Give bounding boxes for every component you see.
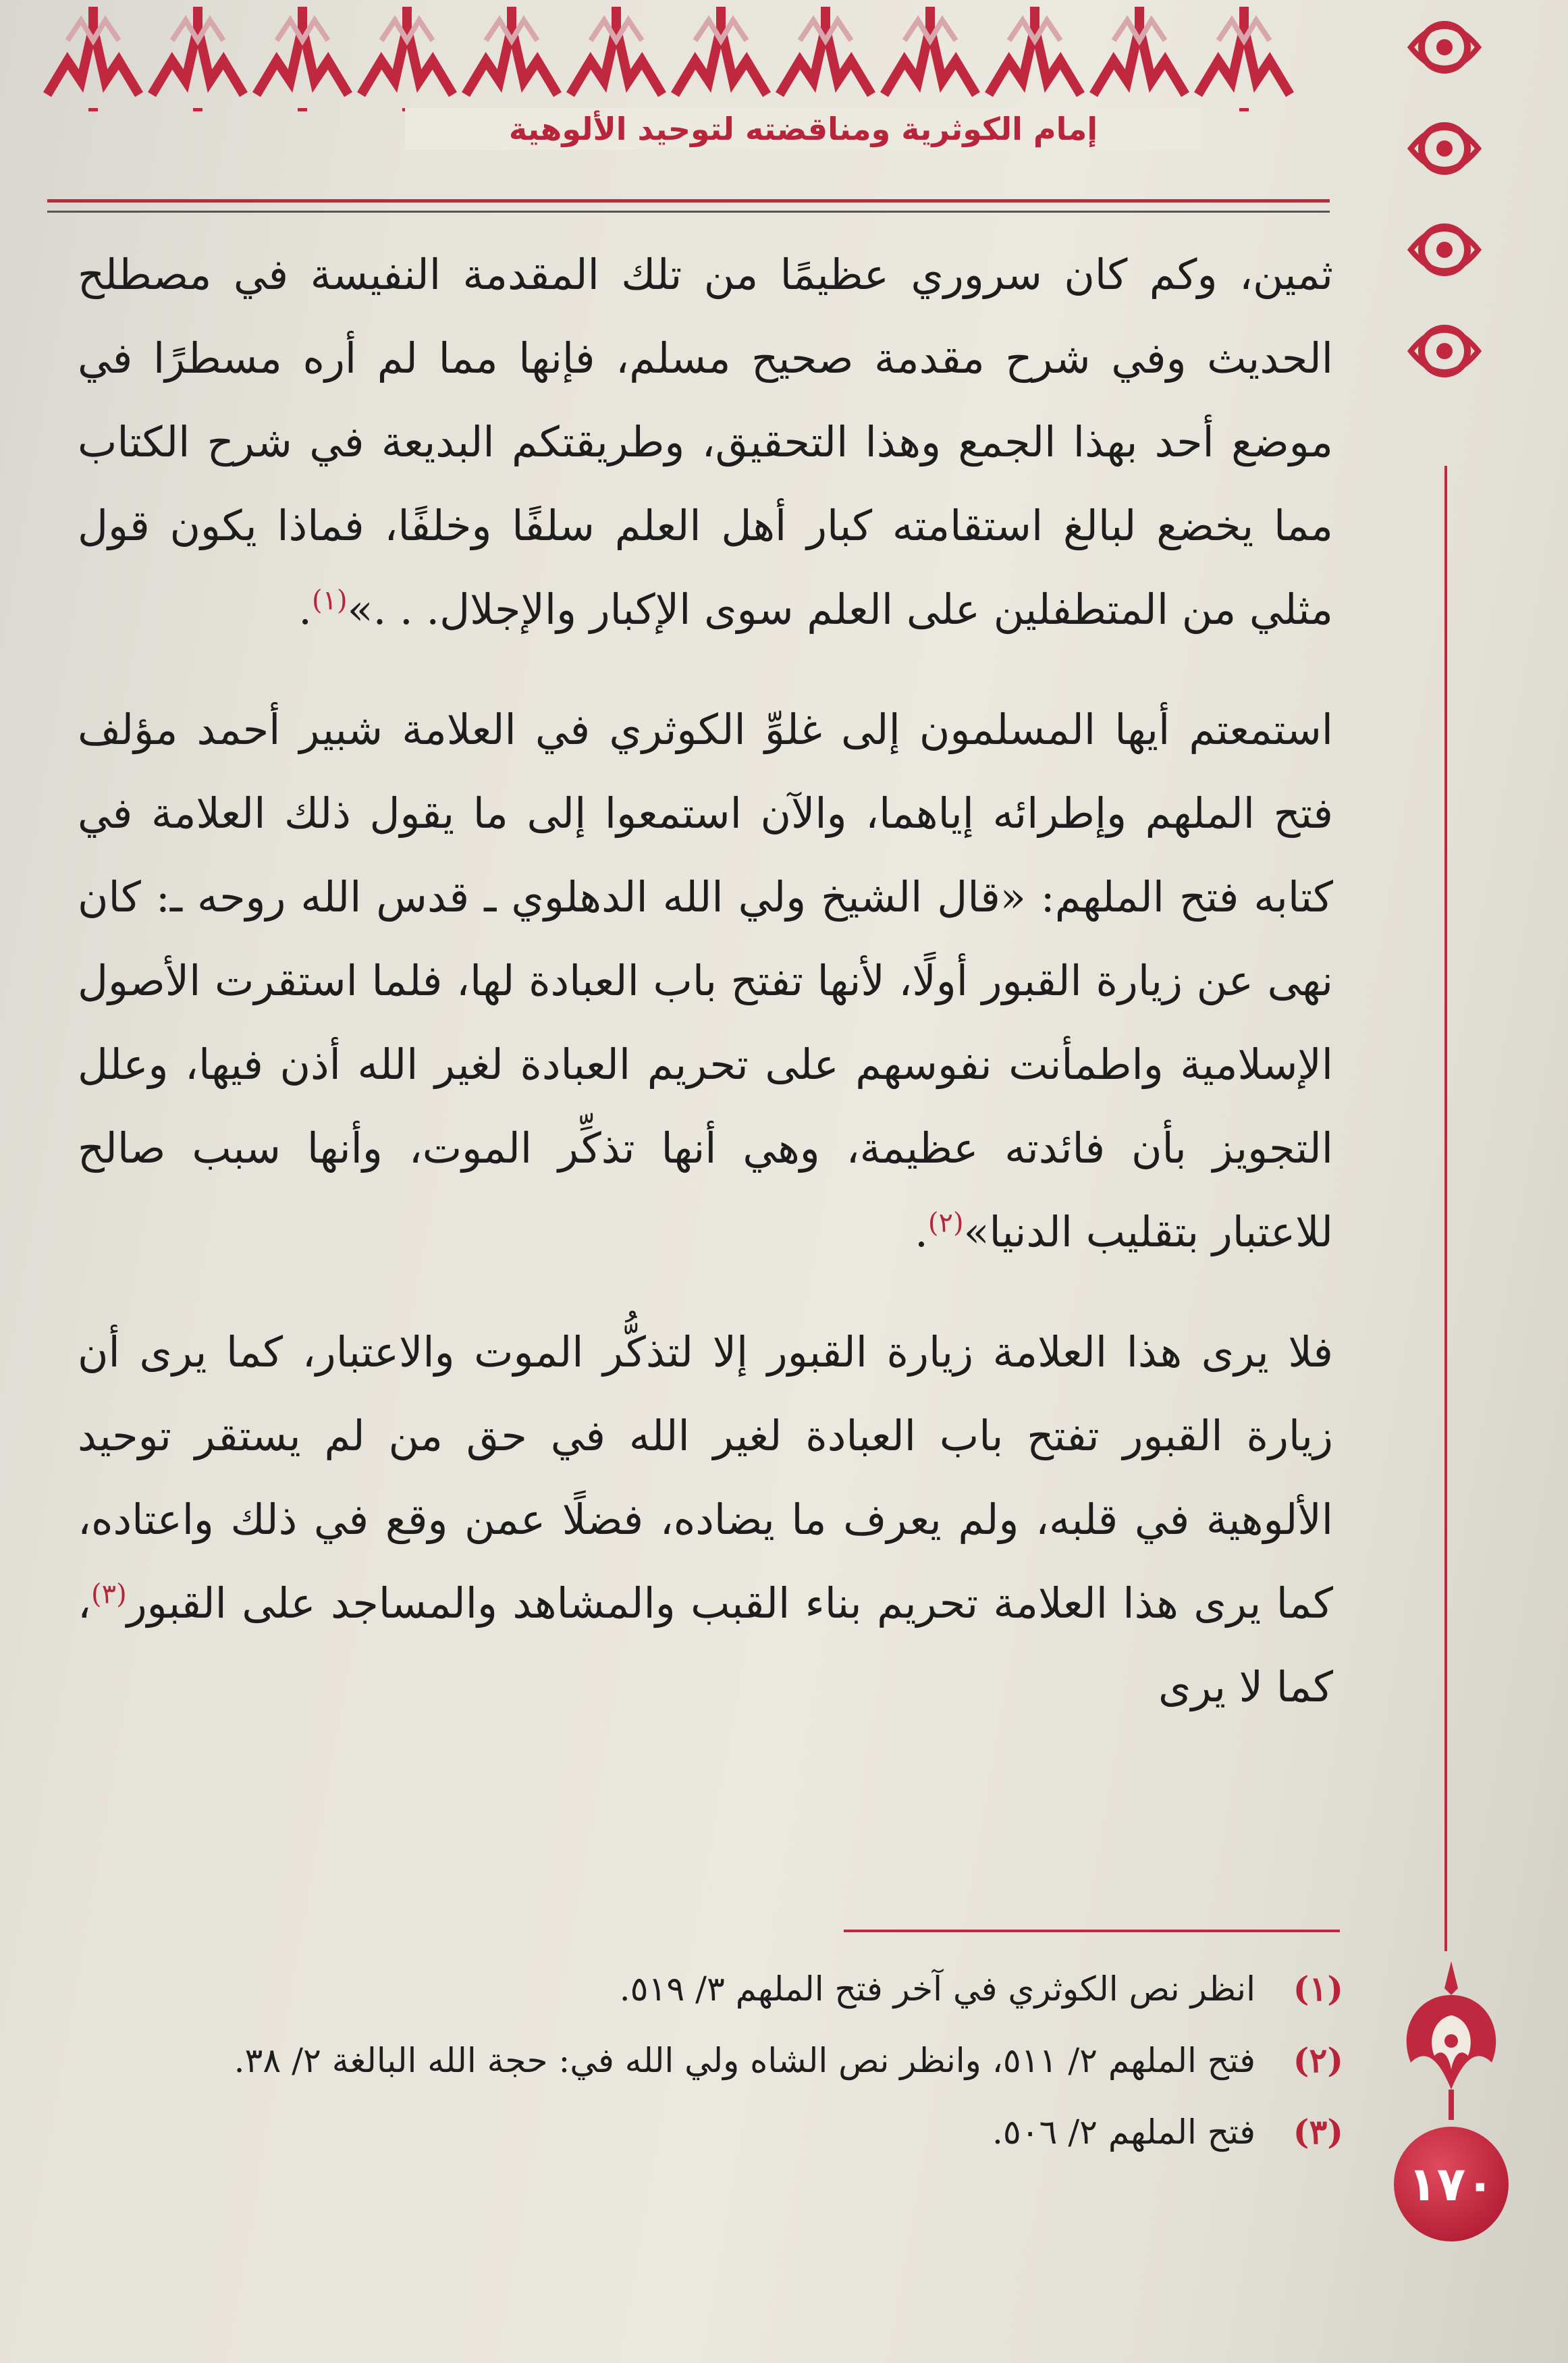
footnote-number: (٢)	[1293, 2040, 1343, 2080]
paragraph-text: ثمين، وكم كان سروري عظيمًا من تلك المقدمة النفيسة في مصطلح الحديث وفي شرح مقدمة صحيح مسلم، فإنها مما لم أره مسطرًا في موضع أحد بهذا الجمع وهذا التحقيق، وطريقتكم البديعة في شرح الكتاب مما يخضع لبالغ استقامته كبار أهل العلم سلفًا وخلفًا، فماذا يكون قول مثلي من المتطفلين على العلم سوى الإكبار والإجلال. . .»	[78, 250, 1333, 634]
paragraph-text: .	[298, 585, 312, 634]
paragraph	[78, 1310, 1333, 1729]
footnote-item	[78, 1958, 1343, 2020]
margin-rule	[1444, 466, 1447, 1951]
footnote-item	[78, 2029, 1343, 2092]
footnote-number: (٣)	[1293, 2112, 1343, 2152]
paragraph	[78, 688, 1333, 1274]
footnote-item	[78, 2101, 1343, 2163]
header-rule-dark	[47, 211, 1330, 213]
footnote-separator	[844, 1930, 1340, 1932]
page-number: ١٧٠	[1394, 2127, 1509, 2241]
footnote-text: فتح الملهم ٢/ ٥١١، وانظر نص الشاه ولي الله في: حجة الله البالغة ٢/ ٣٨.	[234, 2041, 1255, 2080]
header-rule-red	[47, 199, 1330, 203]
paragraph-text: .	[915, 1207, 928, 1256]
footnote-ref[interactable]: (٢)	[927, 1207, 964, 1239]
footnote-ref[interactable]: (٣)	[91, 1578, 127, 1610]
body-text	[78, 233, 1333, 1729]
paragraph-text: فلا يرى هذا العلامة زيارة القبور إلا لتذكُّر الموت والاعتبار، كما يرى أن زيارة القبور تفتح باب العبادة لغير الله في حق من لم يستقر توحيد الألوهية في قلبه، ولم يعرف ما يضاده، فضلًا عمن وقع في ذلك واعتاده، كما يرى هذا العلامة تحريم بناء القبب والمشاهد والمساجد على القبور	[78, 1327, 1333, 1628]
footnotes	[78, 1958, 1343, 2173]
footnote-text: فتح الملهم ٢/ ٥٠٦.	[992, 2113, 1255, 2152]
footnote-text: انظر نص الكوثري في آخر فتح الملهم ٣/ ٥١٩.	[619, 1969, 1255, 2009]
paragraph-text: استمعتم أيها المسلمون إلى غلوِّ الكوثري في العلامة شبير أحمد مؤلف فتح الملهم وإطرائه إياهما، والآن استمعوا إلى ما يقول ذلك العلامة في كتابه فتح الملهم: «قال الشيخ ولي الله الدهلوي ـ قدس الله روحه ـ: كان نهى عن زيارة القبور أولًا، لأنها تفتح باب العبادة لها، فلما استقرت الأصول الإسلامية واطمأنت نفوسهم على تحريم العبادة لغير الله أذن فيها، وعلل التجويز بأن فائدته عظيمة، وهي أنها تذكِّر الموت، وأنها سبب صالح للاعتبار بتقليب الدنيا»	[78, 705, 1334, 1256]
side-ornament-column	[1397, 0, 1492, 432]
flower-ornament-icon	[1390, 1955, 1512, 2123]
paragraph	[78, 233, 1333, 652]
running-head: إمام الكوثرية ومناقضته لتوحيد الألوهية	[405, 108, 1201, 150]
footnote-number: (١)	[1293, 1969, 1343, 2009]
footnote-ref[interactable]: (١)	[311, 585, 348, 616]
paragraph-text: ، كما لا يرى	[78, 1578, 1333, 1711]
